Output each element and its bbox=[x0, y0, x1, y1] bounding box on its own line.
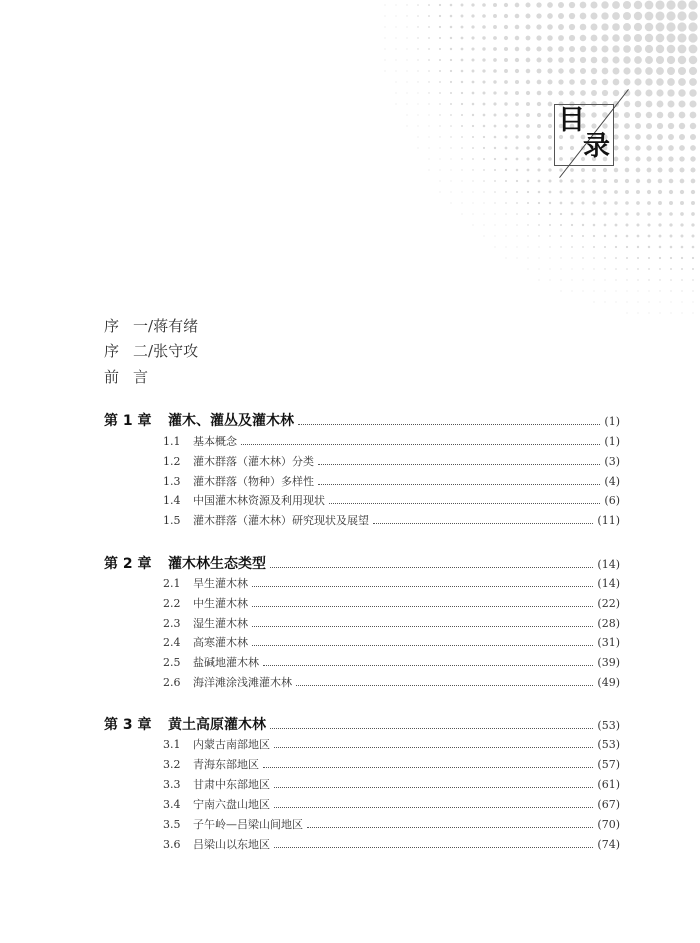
front-matter-foreword[interactable] bbox=[104, 367, 148, 387]
section-title: 宁南六盘山地区 bbox=[193, 798, 270, 811]
chapter-page: (14) bbox=[597, 558, 620, 571]
toc-section-3-5[interactable] bbox=[163, 816, 620, 832]
section-page: (31) bbox=[597, 636, 620, 649]
section-page: (49) bbox=[597, 676, 620, 689]
dot-leader bbox=[318, 483, 600, 485]
toc-section-1-1[interactable] bbox=[163, 433, 620, 449]
section-title: 旱生灌木林 bbox=[193, 577, 248, 590]
section-number: 3.6 bbox=[163, 838, 181, 851]
section-title: 内蒙古南部地区 bbox=[193, 738, 270, 751]
section-title: 子午岭—吕梁山间地区 bbox=[193, 818, 303, 831]
section-page: (14) bbox=[597, 577, 620, 590]
toc-section-2-2[interactable] bbox=[163, 595, 620, 611]
section-page: (28) bbox=[597, 617, 620, 630]
section-page: (11) bbox=[597, 514, 620, 527]
toc-section-2-4[interactable] bbox=[163, 634, 620, 650]
toc-section-2-1[interactable] bbox=[163, 575, 620, 591]
toc-section-3-6[interactable] bbox=[163, 836, 620, 852]
dot-leader bbox=[296, 684, 593, 686]
section-title: 海洋滩涂浅滩灌木林 bbox=[193, 676, 292, 689]
section-number: 3.3 bbox=[163, 778, 181, 791]
toc-section-1-4[interactable] bbox=[163, 492, 620, 508]
section-number: 2.6 bbox=[163, 676, 181, 689]
section-title: 吕梁山以东地区 bbox=[193, 838, 270, 851]
chapter-number: 第 3 章 bbox=[104, 717, 152, 733]
dot-leader bbox=[263, 766, 593, 768]
heading-char-lu: 录 bbox=[583, 131, 610, 162]
section-title: 湿生灌木林 bbox=[193, 617, 248, 630]
section-page: (3) bbox=[604, 455, 620, 468]
chapter-title: 灌木林生态类型 bbox=[168, 556, 266, 572]
section-number: 2.1 bbox=[163, 577, 181, 590]
dot-leader bbox=[270, 566, 593, 568]
front-matter-preface-2[interactable] bbox=[104, 341, 198, 361]
toc-section-1-3[interactable] bbox=[163, 473, 620, 489]
dot-leader bbox=[274, 846, 593, 848]
section-number: 3.2 bbox=[163, 758, 181, 771]
dot-leader bbox=[241, 443, 600, 445]
dot-leader bbox=[274, 786, 593, 788]
section-page: (1) bbox=[604, 435, 620, 448]
section-number: 1.5 bbox=[163, 514, 181, 527]
front-matter-label: 序 bbox=[104, 317, 134, 335]
section-title: 青海东部地区 bbox=[193, 758, 259, 771]
front-matter-text: 一/蒋有绪 bbox=[133, 317, 199, 335]
dot-leader bbox=[274, 806, 593, 808]
dot-leader bbox=[318, 463, 600, 465]
toc-heading bbox=[546, 88, 636, 178]
dot-leader bbox=[298, 423, 600, 425]
dot-leader bbox=[263, 664, 593, 666]
chapter-page: (53) bbox=[597, 719, 620, 732]
front-matter-label: 前 bbox=[104, 368, 134, 386]
section-title: 灌木群落（物种）多样性 bbox=[193, 475, 314, 488]
section-number: 2.5 bbox=[163, 656, 181, 669]
section-number: 1.1 bbox=[163, 435, 181, 448]
section-title: 甘肃中东部地区 bbox=[193, 778, 270, 791]
dot-leader bbox=[252, 605, 593, 607]
dot-leader bbox=[252, 644, 593, 646]
front-matter-label: 序 bbox=[104, 342, 134, 360]
section-title: 中生灌木林 bbox=[193, 597, 248, 610]
toc-section-3-4[interactable] bbox=[163, 796, 620, 812]
front-matter-text: 言 bbox=[133, 368, 149, 386]
chapter-title: 灌木、灌丛及灌木林 bbox=[168, 413, 294, 429]
dot-leader bbox=[252, 585, 593, 587]
chapter-number: 第 1 章 bbox=[104, 413, 152, 429]
section-number: 1.3 bbox=[163, 475, 181, 488]
toc-section-2-5[interactable] bbox=[163, 654, 620, 670]
section-page: (39) bbox=[597, 656, 620, 669]
toc-chapter-3[interactable] bbox=[104, 714, 620, 734]
dot-leader bbox=[274, 746, 593, 748]
section-number: 1.2 bbox=[163, 455, 181, 468]
dot-leader bbox=[270, 727, 593, 729]
chapter-title: 黄土高原灌木林 bbox=[168, 717, 266, 733]
section-page: (57) bbox=[597, 758, 620, 771]
toc-section-2-3[interactable] bbox=[163, 615, 620, 631]
dot-leader bbox=[252, 625, 593, 627]
section-page: (6) bbox=[604, 494, 620, 507]
section-number: 2.3 bbox=[163, 617, 181, 630]
heading-char-mu: 目 bbox=[558, 105, 585, 136]
toc-section-3-3[interactable] bbox=[163, 776, 620, 792]
toc-section-1-5[interactable] bbox=[163, 512, 620, 528]
section-number: 3.5 bbox=[163, 818, 181, 831]
toc-section-1-2[interactable] bbox=[163, 453, 620, 469]
section-page: (70) bbox=[597, 818, 620, 831]
toc-chapter-2[interactable] bbox=[104, 553, 620, 573]
section-number: 2.4 bbox=[163, 636, 181, 649]
toc-section-2-6[interactable] bbox=[163, 674, 620, 690]
section-title: 中国灌木林资源及利用现状 bbox=[193, 494, 325, 507]
front-matter-text: 二/张守攻 bbox=[133, 342, 199, 360]
section-page: (74) bbox=[597, 838, 620, 851]
toc-section-3-1[interactable] bbox=[163, 736, 620, 752]
dot-leader bbox=[307, 826, 593, 828]
front-matter-preface-1[interactable] bbox=[104, 316, 198, 336]
section-page: (67) bbox=[597, 798, 620, 811]
chapter-number: 第 2 章 bbox=[104, 556, 152, 572]
dot-leader bbox=[373, 522, 593, 524]
section-number: 2.2 bbox=[163, 597, 181, 610]
section-page: (61) bbox=[597, 778, 620, 791]
section-title: 灌木群落（灌木林）研究现状及展望 bbox=[193, 514, 369, 527]
section-title: 基本概念 bbox=[193, 435, 237, 448]
toc-section-3-2[interactable] bbox=[163, 756, 620, 772]
section-number: 1.4 bbox=[163, 494, 181, 507]
toc-chapter-1[interactable] bbox=[104, 410, 620, 430]
section-page: (53) bbox=[597, 738, 620, 751]
section-title: 灌木群落（灌木林）分类 bbox=[193, 455, 314, 468]
section-page: (22) bbox=[597, 597, 620, 610]
section-number: 3.4 bbox=[163, 798, 181, 811]
section-title: 高寒灌木林 bbox=[193, 636, 248, 649]
section-number: 3.1 bbox=[163, 738, 181, 751]
section-title: 盐碱地灌木林 bbox=[193, 656, 259, 669]
dot-leader bbox=[329, 502, 600, 504]
chapter-page: (1) bbox=[604, 415, 620, 428]
section-page: (4) bbox=[604, 475, 620, 488]
